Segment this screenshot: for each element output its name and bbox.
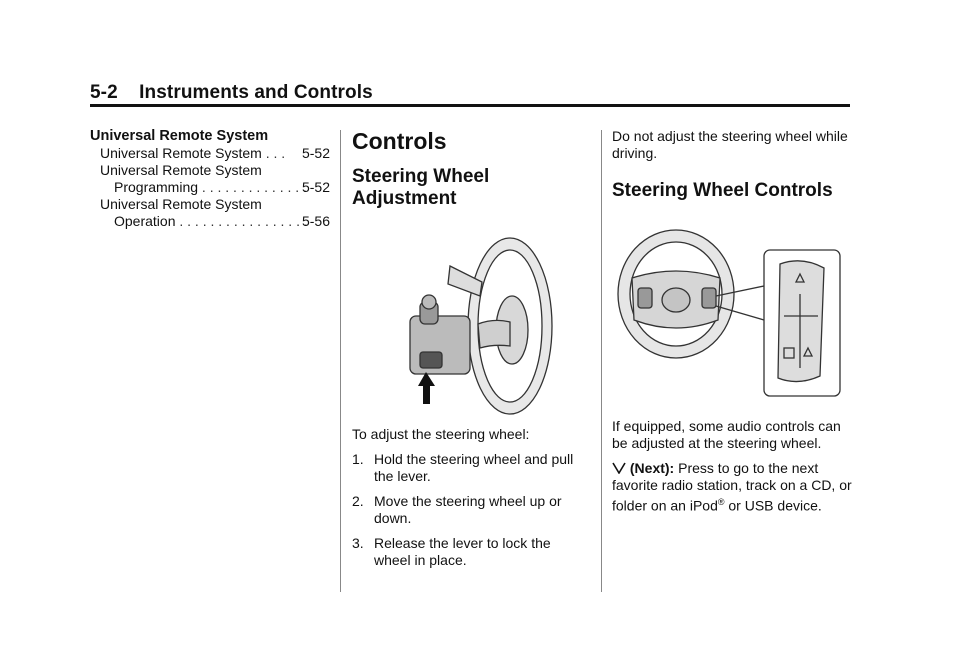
toc-leader: . . . — [265, 145, 286, 161]
toc-page: 5-52 — [301, 145, 330, 161]
toc-column — [90, 128, 330, 230]
toc-entry[interactable] — [90, 196, 330, 230]
intro-text: To adjust the steering wheel: — [352, 426, 530, 442]
step-item: 1. Hold the steering wheel and pull the lever. — [352, 451, 574, 484]
toc-entry-text-cont: Programming — [114, 179, 199, 195]
toc-entry[interactable] — [90, 162, 330, 196]
toc-entry-text-cont: Operation — [114, 213, 176, 229]
column-divider-2 — [601, 130, 602, 592]
section-heading: Controls — [352, 128, 447, 154]
toc-title: Universal Remote System — [90, 128, 269, 144]
header-rule — [90, 104, 850, 107]
toc-entry-text: Universal Remote System — [100, 196, 262, 212]
steps-list — [352, 451, 588, 569]
next-button-description — [612, 460, 852, 515]
next-text: Press to go to the next favorite radio station, track on a CD, or folder on an iPod — [612, 460, 852, 514]
registered-mark: ® — [717, 497, 725, 507]
chapter-title: Instruments and Controls — [139, 82, 373, 103]
warning-text: Do not adjust the steering wheel while driving. — [612, 128, 848, 161]
toc-page: 5-56 — [301, 213, 330, 229]
toc-entry-text: Universal Remote System — [100, 145, 262, 161]
subsection-heading-line1: Steering Wheel — [352, 166, 490, 187]
page-number: 5-2 — [90, 82, 118, 103]
toc-entry[interactable] — [90, 145, 330, 162]
next-tail: or USB device. — [724, 497, 822, 514]
toc-leader: . . . . . . . . . . . . . . . . . — [179, 213, 308, 229]
audio-controls-text: If equipped, some audio controls can be adjusted at the steering wheel. — [612, 418, 841, 451]
column-divider-1 — [340, 130, 341, 592]
steering-wheel-adjustment-figure — [390, 226, 560, 418]
subsection-heading: Steering Wheel Controls — [612, 180, 833, 201]
toc-page: 5-52 — [301, 179, 330, 195]
page-header — [90, 82, 850, 104]
next-icon — [612, 462, 626, 474]
next-label: (Next): — [629, 460, 675, 476]
toc-leader: . . . . . . . . . . . . . . — [201, 179, 307, 195]
step-item: 2. Move the steering wheel up or down. — [352, 493, 562, 526]
step-item: 3. Release the lever to lock the wheel in place. — [352, 535, 551, 568]
subsection-heading-line2: Adjustment — [352, 188, 457, 209]
steering-wheel-controls-figure — [614, 216, 844, 398]
toc-entry-text: Universal Remote System — [100, 162, 262, 178]
